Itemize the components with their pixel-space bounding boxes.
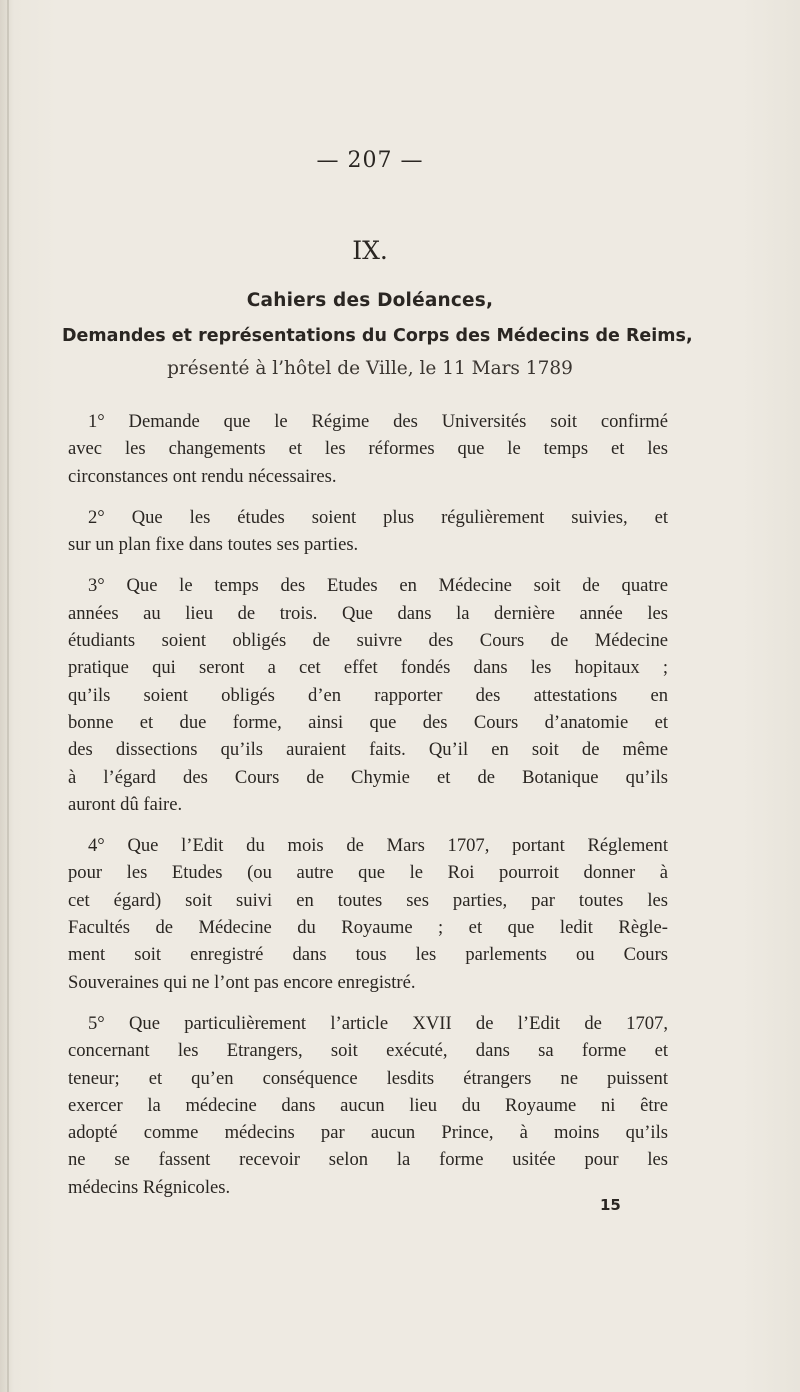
text-line: bonne et due forme, ainsi que des Cours d’anatomie et (68, 711, 668, 733)
signature-mark: 15 (600, 1196, 621, 1214)
paragraph-2 (68, 504, 668, 559)
paragraph-4 (68, 832, 668, 996)
text-line: années au lieu de trois. Que dans la dernière année les (68, 602, 668, 624)
text-line: 5° Que particulièrement l’article XVII de l’Edit de 1707, (88, 1012, 668, 1034)
text-line: auront dû faire. (68, 793, 183, 815)
page-gutter (7, 0, 9, 1392)
paragraph-3 (68, 572, 668, 818)
text-line: exercer la médecine dans aucun lieu du Royaume ni être (68, 1094, 668, 1116)
text-line: des dissections qu’ils auraient faits. Qu’il en soit de même (68, 739, 668, 761)
paragraph-1 (68, 408, 668, 490)
text-line: teneur; et qu’en conséquence lesdits étrangers ne puissent (68, 1067, 668, 1089)
body-text (68, 408, 668, 1215)
text-line: adopté comme médecins par aucun Prince, à moins qu’ils (68, 1122, 668, 1144)
text-line: circonstances ont rendu nécessaires. (68, 465, 337, 487)
text-line: cet égard) soit suivi en toutes ses parties, par toutes les (68, 889, 668, 911)
text-line: avec les changements et les réformes que le temps et les (68, 438, 668, 460)
text-line: sur un plan fixe dans toutes ses parties. (68, 534, 359, 556)
text-line: 1° Demande que le Régime des Universités soit confirmé (88, 411, 668, 432)
document-title: Cahiers des Doléances, (246, 290, 494, 311)
document-subtitle: Demandes et représentations du Corps des Médecins de Reims, (62, 326, 693, 346)
text-line: à l’égard des Cours de Chymie et de Botanique qu’ils (68, 766, 668, 788)
text-line: qu’ils soient obligés d’en rapporter des attestations en (68, 684, 668, 706)
text-line: 3° Que le temps des Etudes en Médecine soit de quatre (88, 575, 668, 597)
paragraph-5 (68, 1010, 668, 1201)
text-line: ne se fassent recevoir selon la forme usitée pour les (68, 1149, 668, 1171)
text-line: concernant les Etrangers, soit exécuté, dans sa forme et (68, 1040, 668, 1062)
document-dateline: présenté à l’hôtel de Ville, le 11 Mars 1789 (167, 358, 573, 379)
text-line: pour les Etudes (ou autre que le Roi pourroit donner à (68, 862, 668, 884)
section-number: IX. (352, 236, 388, 265)
text-line: 2° Que les études soient plus régulièrement suivies, et (88, 506, 668, 528)
text-line: 4° Que l’Edit du mois de Mars 1707, portant Réglement (88, 835, 668, 857)
page-number: — 207 — (316, 148, 424, 173)
text-line: ment soit enregistré dans tous les parlements ou Cours (68, 944, 668, 966)
text-line: Facultés de Médecine du Royaume ; et que ledit Règle- (68, 917, 668, 939)
text-line: Souveraines qui ne l’ont pas encore enregistré. (68, 971, 416, 993)
text-line: médecins Régnicoles. (68, 1176, 231, 1198)
text-line: étudiants soient obligés de suivre des Cours de Médecine (68, 630, 668, 652)
text-line: pratique qui seront a cet effet fondés dans les hopitaux ; (68, 657, 668, 679)
